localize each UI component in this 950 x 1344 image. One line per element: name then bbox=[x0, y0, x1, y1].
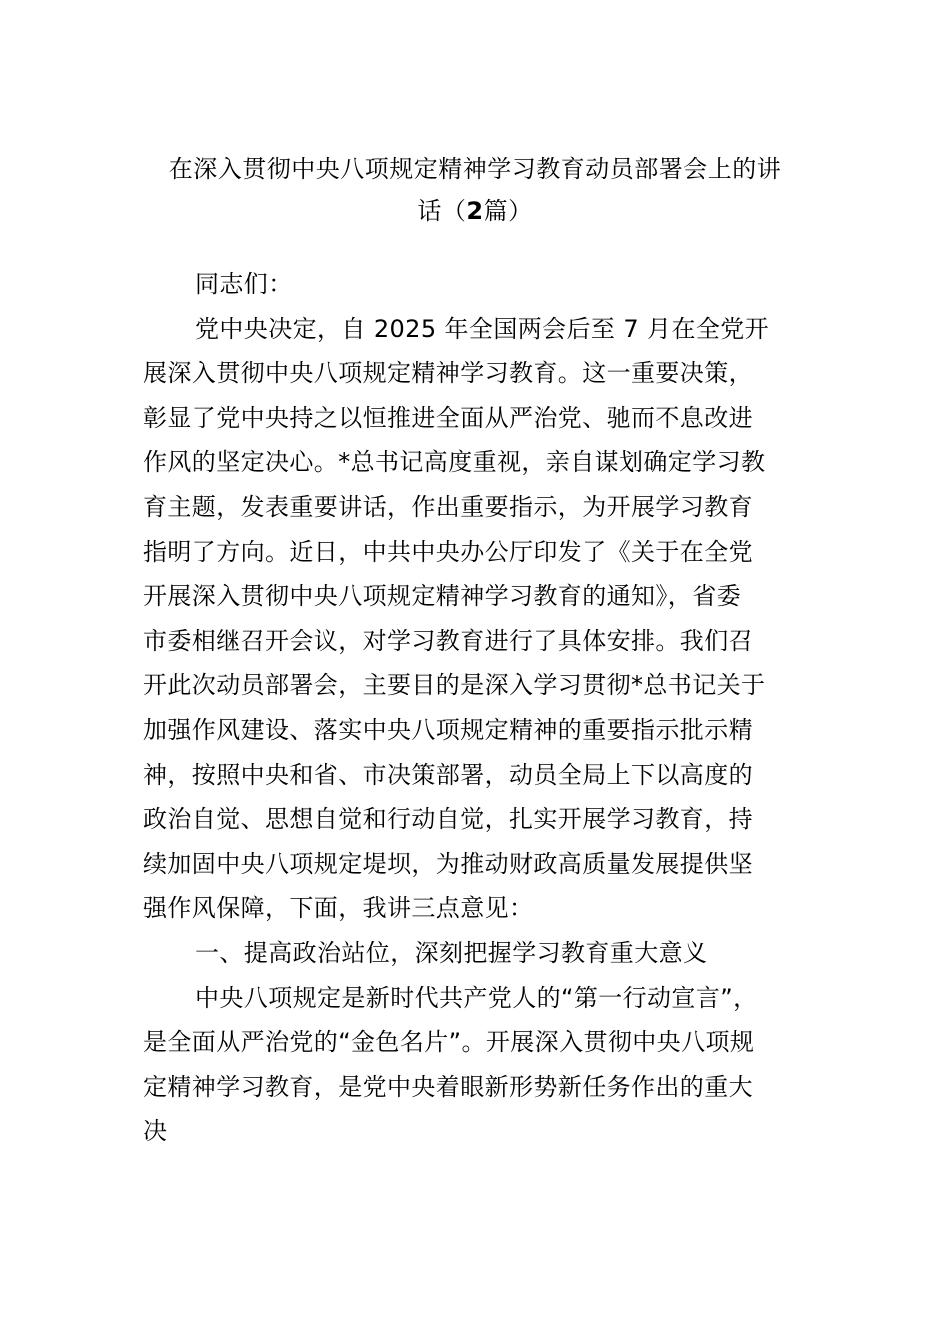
paragraph-1-line-5: 育主题，发表重要讲话，作出重要指示，为开展学习教育 bbox=[143, 492, 753, 521]
paragraph-1-line-2: 展深入贯彻中央八项规定精神学习教育。这一重要决策， bbox=[143, 359, 753, 388]
paragraph-1-line-4: 作风的坚定决心。*总书记高度重视，亲自谋划确定学习教 bbox=[143, 448, 766, 477]
paragraph-1-line-6: 指明了方向。近日，中共中央办公厅印发了《关于在全党 bbox=[143, 537, 753, 566]
document-title bbox=[140, 148, 810, 232]
section-heading-1: 一、提高政治站位，深刻把握学习教育重大意义 bbox=[195, 938, 708, 967]
salutation: 同志们： bbox=[195, 270, 293, 298]
title-line-1: 在深入贯彻中央八项规定精神学习教育动员部署会上的讲 bbox=[168, 155, 782, 183]
title-article-count: 2 bbox=[466, 197, 484, 225]
paragraph-1-line-3: 彰显了党中央持之以恒推进全面从严治党、驰而不息改进 bbox=[143, 403, 753, 432]
paragraph-1-line-9: 开此次动员部署会，主要目的是深入学习贯彻*总书记关于 bbox=[143, 671, 766, 700]
paragraph-2-line-2: 是全面从严治党的“金色名片”。开展深入贯彻中央八项规 bbox=[143, 1028, 755, 1057]
title-line-2-prefix: 话（ bbox=[417, 197, 467, 225]
paragraph-1-line-7: 开展深入贯彻中央八项规定精神学习教育的通知》，省委 bbox=[143, 582, 741, 611]
paragraph-1-line-14: 强作风保障，下面，我讲三点意见： bbox=[143, 894, 534, 923]
paragraph-1-line-10: 加强作风建设、落实中央八项规定精神的重要指示批示精 bbox=[143, 715, 753, 744]
paragraph-2-line-3: 定精神学习教育，是党中央着眼新形势新任务作出的重大 bbox=[143, 1072, 753, 1101]
paragraph-2-line-1: 中央八项规定是新时代共产党人的“第一行动宣言”， bbox=[195, 983, 758, 1012]
document-body bbox=[143, 262, 813, 1154]
title-line-2 bbox=[140, 190, 810, 232]
paragraph-1-line-1: 党中央决定，自 2025 年全国两会后至 7 月在全党开 bbox=[195, 314, 770, 343]
paragraph-1-line-13: 续加固中央八项规定堤坝，为推动财政高质量发展提供坚 bbox=[143, 849, 753, 878]
paragraph-2-line-4: 决 bbox=[143, 1117, 168, 1146]
title-line-2-suffix: 篇） bbox=[483, 197, 533, 225]
paragraph-1-line-8: 市委相继召开会议，对学习教育进行了具体安排。我们召 bbox=[143, 626, 753, 655]
paragraph-1-line-11: 神，按照中央和省、市决策部署，动员全局上下以高度的 bbox=[143, 760, 753, 789]
paragraph-1-line-12: 政治自觉、思想自觉和行动自觉，扎实开展学习教育，持 bbox=[143, 805, 753, 834]
